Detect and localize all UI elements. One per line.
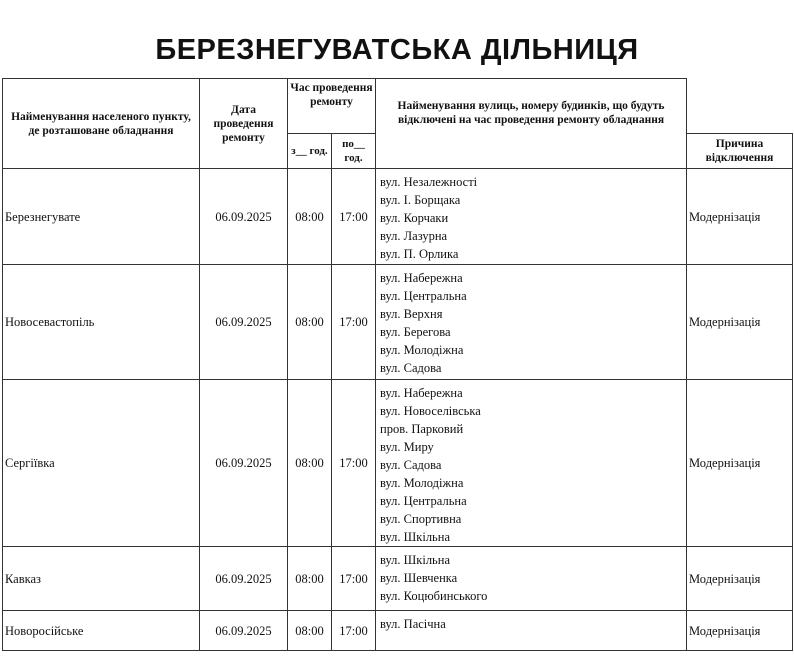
header-to: по__ год. xyxy=(332,134,376,169)
settlement-cell: Березнегувате xyxy=(3,169,200,265)
street-item: вул. Центральна xyxy=(380,289,467,303)
header-from: з__ год. xyxy=(288,134,332,169)
page-title: БЕРЕЗНЕГУВАТСЬКА ДІЛЬНИЦЯ xyxy=(155,34,639,66)
street-item: вул. Пасічна xyxy=(380,617,446,631)
table-row xyxy=(3,265,793,380)
streets-cell xyxy=(376,611,687,651)
street-item: вул. Садова xyxy=(380,361,442,375)
street-item: вул. П. Орлика xyxy=(380,247,459,261)
street-item: вул. Корчаки xyxy=(380,211,449,225)
street-item: вул. Коцюбинського xyxy=(380,589,488,603)
street-item: вул. Верхня xyxy=(380,307,443,321)
outage-table xyxy=(2,78,793,651)
header-spacer xyxy=(687,79,793,134)
streets-cell xyxy=(376,169,687,265)
time-from-cell: 08:00 xyxy=(288,547,332,611)
time-from-cell: 08:00 xyxy=(288,611,332,651)
table-row xyxy=(3,547,793,611)
time-from-cell: 08:00 xyxy=(288,380,332,547)
streets-cell xyxy=(376,265,687,380)
settlement-cell: Новосевастопіль xyxy=(3,265,200,380)
street-item: вул. Набережна xyxy=(380,271,463,285)
street-item: вул. Незалежності xyxy=(380,175,478,189)
street-item: вул. Шкільна xyxy=(380,553,450,567)
time-to-cell: 17:00 xyxy=(332,380,376,547)
date-cell: 06.09.2025 xyxy=(200,380,288,547)
date-cell: 06.09.2025 xyxy=(200,169,288,265)
reason-cell: Модернізація xyxy=(687,265,793,380)
streets-cell xyxy=(376,380,687,547)
street-item: вул. Спортивна xyxy=(380,512,462,526)
street-item: пров. Парковий xyxy=(380,422,464,436)
header-time: Час проведення ремонту xyxy=(288,79,376,134)
street-item: вул. І. Борщака xyxy=(380,193,461,207)
street-item: вул. Берегова xyxy=(380,325,451,339)
time-to-cell: 17:00 xyxy=(332,611,376,651)
time-to-cell: 17:00 xyxy=(332,547,376,611)
street-item: вул. Шевченка xyxy=(380,571,458,585)
reason-cell: Модернізація xyxy=(687,547,793,611)
streets-cell xyxy=(376,547,687,611)
header-streets: Найменування вулиць, номеру будинків, що будуть відключені на час проведення ремонту обладнання xyxy=(376,79,687,169)
street-item: вул. Набережна xyxy=(380,386,463,400)
settlement-cell: Кавказ xyxy=(3,547,200,611)
header-settlement: Найменування населеного пункту, де розташоване обладнання xyxy=(3,79,200,169)
date-cell: 06.09.2025 xyxy=(200,265,288,380)
time-to-cell: 17:00 xyxy=(332,265,376,380)
time-from-cell: 08:00 xyxy=(288,265,332,380)
settlement-cell: Новоросійське xyxy=(3,611,200,651)
street-item: вул. Молодіжна xyxy=(380,343,464,357)
street-item: вул. Шкільна xyxy=(380,530,450,544)
table-row xyxy=(3,169,793,265)
street-item: вул. Садова xyxy=(380,458,442,472)
header-date: Дата проведення ремонту xyxy=(200,79,288,169)
street-item: вул. Новоселівська xyxy=(380,404,481,418)
settlement-cell: Сергіївка xyxy=(3,380,200,547)
reason-cell: Модернізація xyxy=(687,611,793,651)
street-item: вул. Миру xyxy=(380,440,434,454)
time-from-cell: 08:00 xyxy=(288,169,332,265)
date-cell: 06.09.2025 xyxy=(200,611,288,651)
date-cell: 06.09.2025 xyxy=(200,547,288,611)
street-item: вул. Молодіжна xyxy=(380,476,464,490)
street-item: вул. Лазурна xyxy=(380,229,448,243)
header-reason: Причина відключення xyxy=(687,134,793,169)
table-row xyxy=(3,611,793,651)
table-row xyxy=(3,380,793,547)
reason-cell: Модернізація xyxy=(687,380,793,547)
reason-cell: Модернізація xyxy=(687,169,793,265)
time-to-cell: 17:00 xyxy=(332,169,376,265)
street-item: вул. Центральна xyxy=(380,494,467,508)
